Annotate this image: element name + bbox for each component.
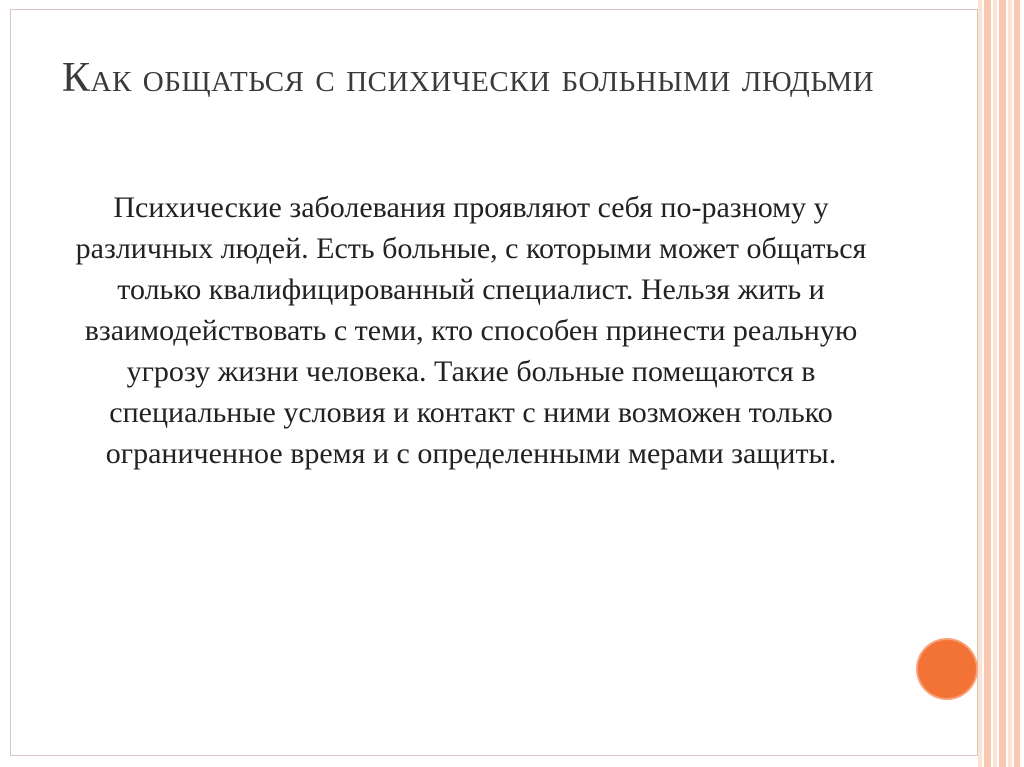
stripe <box>1008 0 1012 767</box>
stripe <box>984 0 991 767</box>
stripe <box>999 0 1006 767</box>
stripe <box>978 0 982 767</box>
orange-circle-icon <box>918 640 976 698</box>
stripe <box>1014 0 1020 767</box>
stripe <box>993 0 997 767</box>
decorative-side-stripes <box>978 0 1024 767</box>
slide-title: Как общаться с психически больными людьми <box>62 55 875 101</box>
slide-body-text: Психические заболевания проявляют себя по-разному у различных людей. Есть больные, с которыми может общаться только квалифицированный специалист. Нельзя жить и взаимодействовать с теми, кто способен принести реальную угрозу жизни человека. Такие больные помещаются в специальные условия и контакт с ними возможен только ограниченное время и с определенными мерами защиты. <box>75 191 867 470</box>
